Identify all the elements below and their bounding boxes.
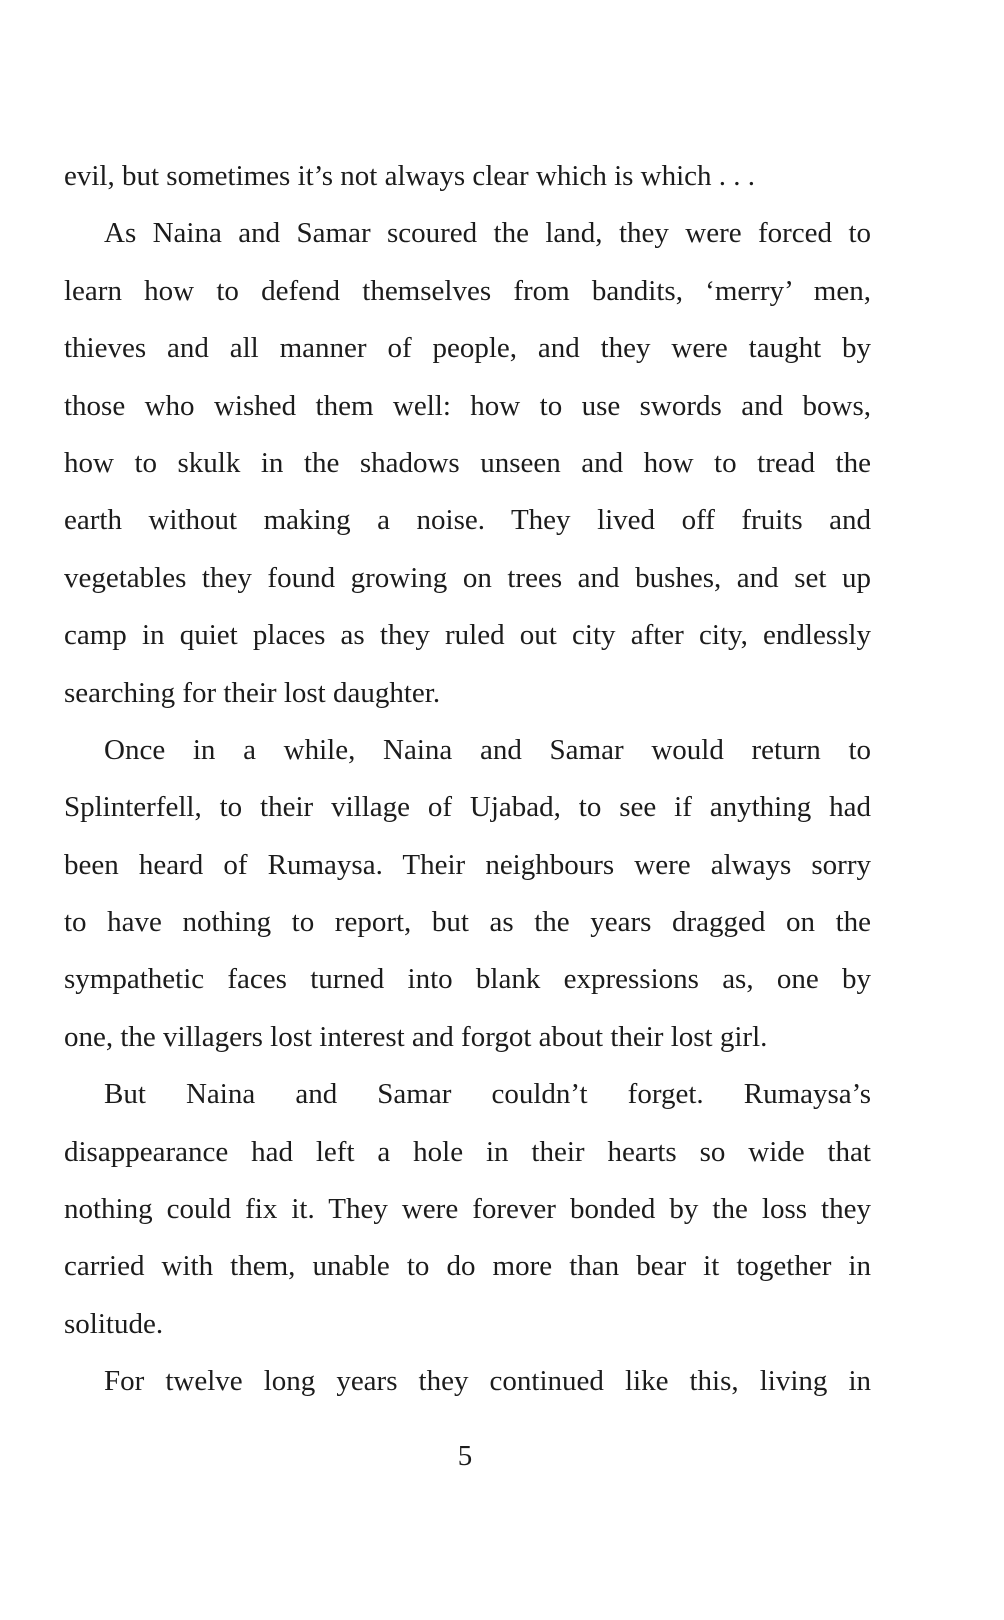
page-number: 5 [457,1440,473,1472]
text-line: earth without making a noise. They lived off fruits and [64,504,871,537]
text-line: one, the villagers lost interest and forgot about their lost girl. [64,1020,768,1053]
body-text [64,148,871,1411]
text-line: carried with them, unable to do more than bear it together in [64,1250,871,1283]
text-line: sympathetic faces turned into blank expressions as, one by [64,963,871,996]
text-line: been heard of Rumaysa. Their neighbours were always sorry [64,848,871,881]
text-line: camp in quiet places as they ruled out city after city, endlessly [64,619,871,652]
text-line: to have nothing to report, but as the years dragged on the [64,906,871,939]
text-line: those who wished them well: how to use swords and bows, [64,389,871,422]
text-line: But Naina and Samar couldn’t forget. Rumaysa’s [104,1078,871,1111]
text-line: For twelve long years they continued like this, living in [104,1365,871,1398]
text-line: disappearance had left a hole in their hearts so wide that [64,1135,871,1168]
text-line: Once in a while, Naina and Samar would return to [104,733,871,766]
text-line: searching for their lost daughter. [64,676,441,709]
text-line: solitude. [64,1307,164,1340]
text-line: how to skulk in the shadows unseen and how to tread the [64,446,871,479]
text-line: learn how to defend themselves from bandits, ‘merry’ men, [64,274,871,307]
text-line: nothing could fix it. They were forever bonded by the loss they [64,1193,871,1226]
text-line: evil, but sometimes it’s not always clear which is which . . . [64,160,756,192]
text-line: thieves and all manner of people, and they were taught by [64,332,871,365]
text-line: Splinterfell, to their village of Ujabad, to see if anything had [64,791,871,824]
text-line: vegetables they found growing on trees and bushes, and set up [64,561,871,594]
text-line: As Naina and Samar scoured the land, they were forced to [104,217,871,250]
